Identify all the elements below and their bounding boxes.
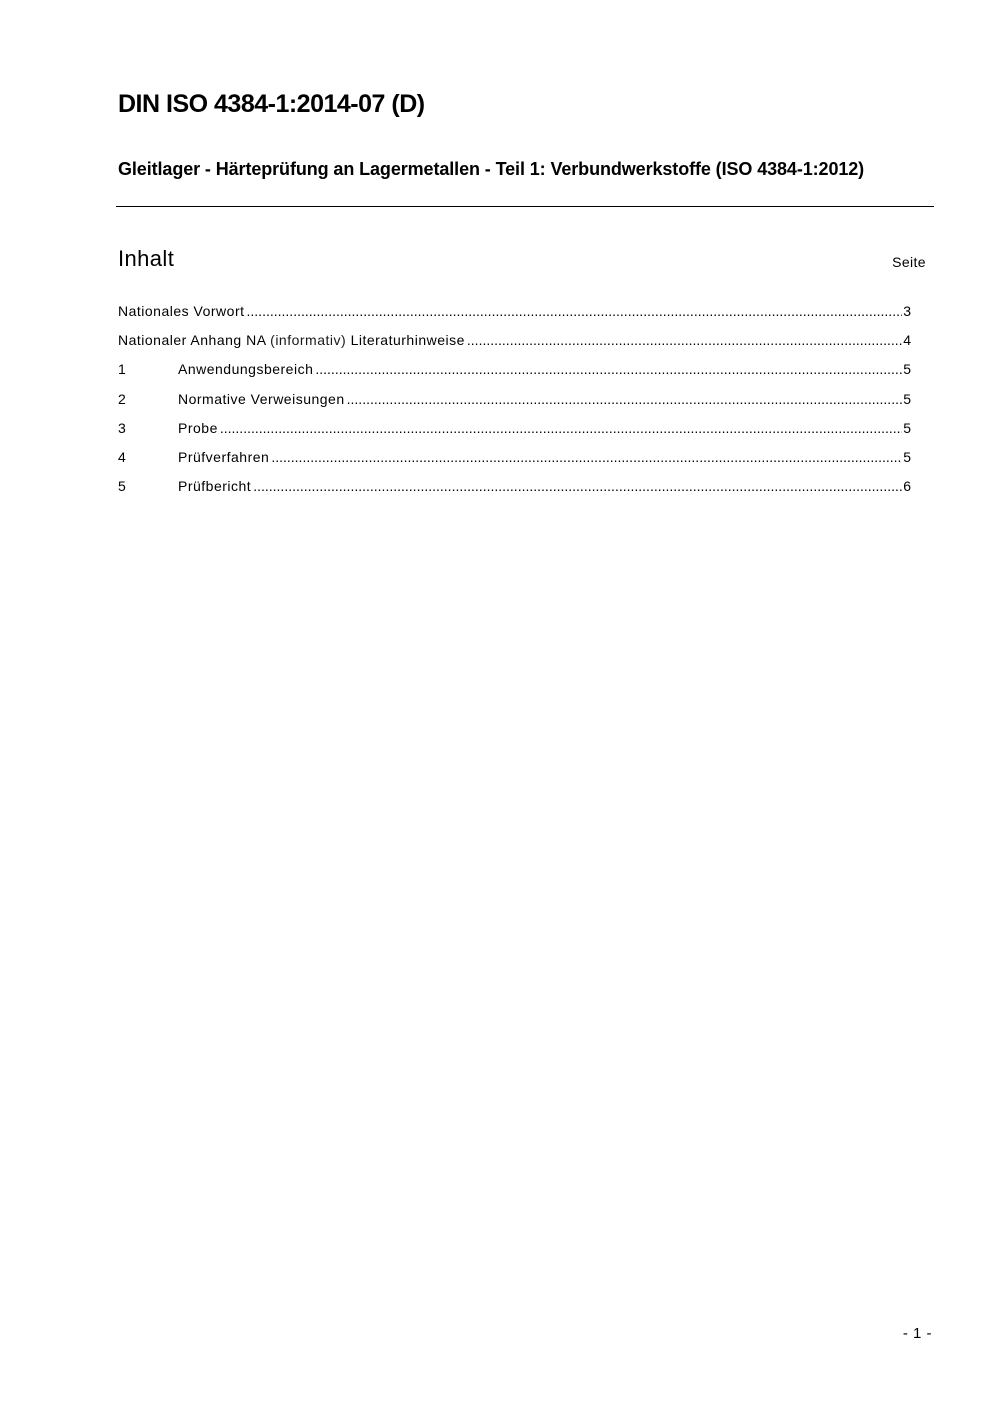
toc-entry-page: 6 [903, 478, 911, 495]
toc-entry-probe[interactable] [118, 418, 911, 447]
toc-entry-note: (informativ) [270, 332, 347, 349]
toc-entry-pruefverfahren[interactable] [118, 447, 911, 476]
toc-entry-label: Anwendungsbereich [178, 361, 314, 378]
toc-entry-number: 5 [118, 478, 127, 495]
title-divider [116, 206, 934, 207]
document-title: DIN ISO 4384-1:2014-07 (D) [118, 90, 425, 118]
toc-heading: Inhalt [118, 246, 175, 271]
toc-entry-page: 5 [903, 448, 911, 465]
toc-entry-nationaler-anhang[interactable] [118, 330, 911, 359]
toc-entry-normative-verweisungen[interactable] [118, 389, 911, 418]
toc-entry-page: 4 [903, 332, 911, 349]
toc-entry-label-suffix: Literaturhinweise [350, 332, 465, 349]
table-of-contents [118, 301, 911, 505]
page-number-footer: - 1 - [902, 1325, 932, 1342]
toc-entry-number: 1 [118, 361, 127, 378]
toc-entry-label: Prüfbericht [178, 478, 252, 495]
toc-entry-page: 3 [903, 303, 911, 319]
toc-entry-number: 2 [118, 390, 127, 407]
toc-entry-label: Prüfverfahren [178, 448, 270, 465]
toc-entry-pruefbericht[interactable] [118, 476, 911, 505]
toc-entry-number: 4 [118, 448, 127, 465]
document-subtitle: Gleitlager - Härteprüfung an Lagermetallen - Teil 1: Verbundwerkstoffe (ISO 4384-1:2012) [118, 159, 865, 179]
toc-entry-page: 5 [903, 390, 911, 407]
toc-entry-page: 5 [903, 419, 911, 436]
toc-page-column-label: Seite [892, 254, 926, 270]
toc-entry-label: Nationales Vorwort [118, 303, 245, 319]
toc-entry-number: 3 [118, 419, 127, 436]
toc-entry-page: 5 [903, 361, 911, 378]
toc-entry-anwendungsbereich[interactable] [118, 359, 911, 388]
toc-entry-label: Nationaler Anhang NA [118, 332, 266, 349]
toc-entry-label: Probe [178, 419, 218, 436]
toc-entry-label: Normative Verweisungen [178, 390, 345, 407]
toc-entry-nationales-vorwort[interactable] [118, 301, 911, 330]
